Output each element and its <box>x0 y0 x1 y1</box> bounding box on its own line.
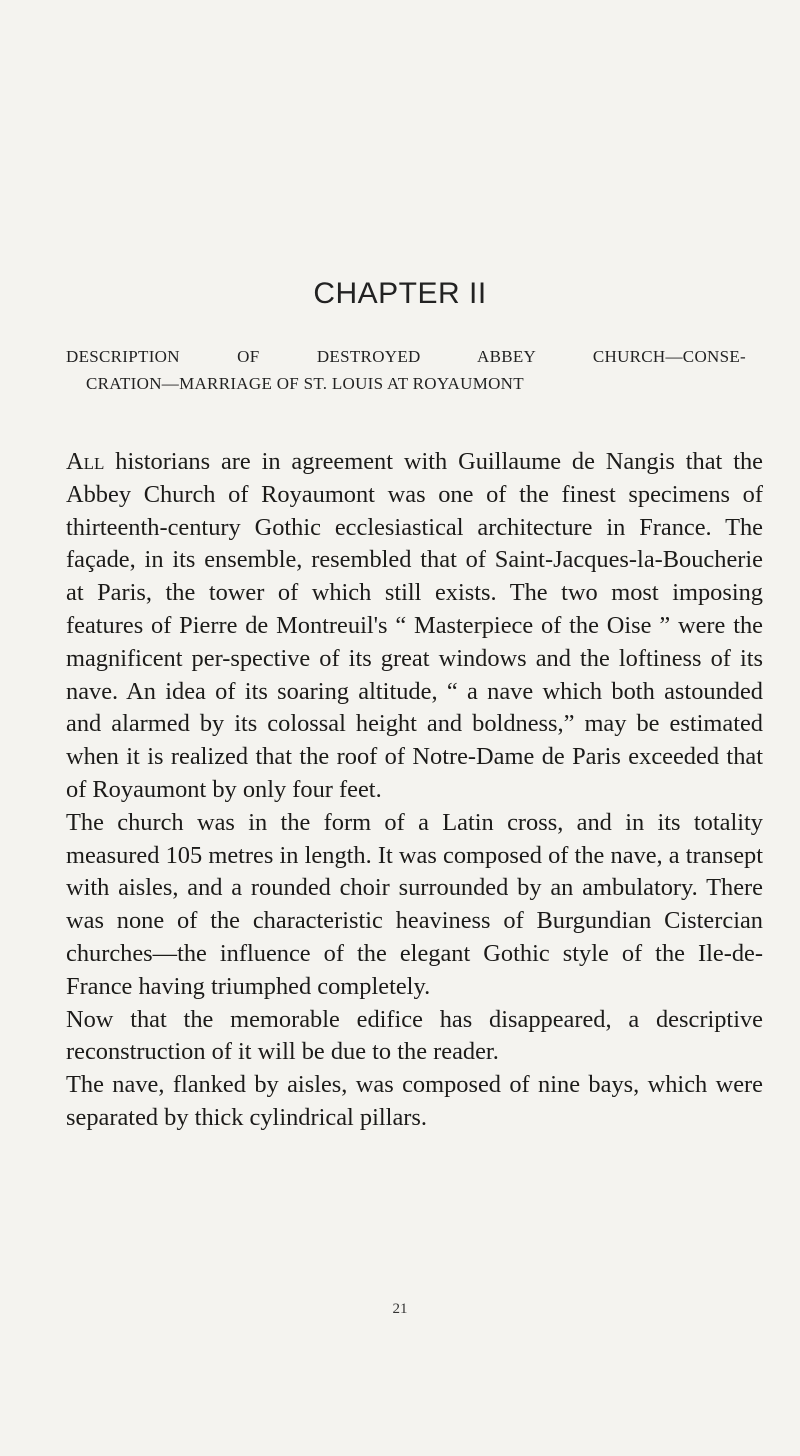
chapter-heading: CHAPTER II <box>313 277 487 310</box>
body-text <box>66 446 763 1135</box>
paragraph-text: The church was in the form of a Latin cross, and in its totality measured 105 metres in length. It was composed of the nave, a transept with aisles, and a rounded choir surrounded by an ambulatory. There was none of the characteristic heaviness of Burgundian Cistercian churches—the influence of the elegant Gothic style of the Ile-de-France having triumphed completely. <box>66 808 763 1000</box>
paragraph-3 <box>66 1004 763 1070</box>
paragraph-4 <box>66 1069 763 1135</box>
chapter-subtitle-line-2: CRATION—MARRIAGE OF ST. LOUIS AT ROYAUMONT <box>86 374 524 393</box>
paragraph-2 <box>66 807 763 1004</box>
paragraph-text: Now that the memorable edifice has disappeared, a descriptive reconstruction of it will be due to the reader. <box>66 1005 763 1066</box>
chapter-subtitle-line-1: DESCRIPTION OF DESTROYED ABBEY CHURCH—CONSE- <box>66 347 746 366</box>
paragraph-text: The nave, flanked by aisles, was composed of nine bays, which were separated by thick cylindrical pillars. <box>66 1071 763 1131</box>
chapter-subtitle <box>66 343 746 397</box>
paragraph-lead-word: All <box>66 448 105 475</box>
paragraph-1 <box>66 446 763 807</box>
paragraph-text: historians are in agreement with Guillaume de Nangis that the Abbey Church of Royaumont was one of the finest specimens of thirteenth-century Gothic ecclesiastical architecture in France. The façade, in its ensemble, resembled that of Saint-Jacques-la-Boucherie at Paris, the tower of which still exists. The two most imposing features of Pierre de Montreuil's “ Masterpiece of the Oise ” were the magnificent per-spective of its great windows and the loftiness of its nave. An idea of its soaring altitude, “ a nave which both astounded and alarmed by its colossal height and boldness,” may be estimated when it is realized that the roof of Notre-Dame de Paris exceeded that of Royaumont by only four feet. <box>66 448 763 803</box>
page-number: 21 <box>392 1301 408 1317</box>
